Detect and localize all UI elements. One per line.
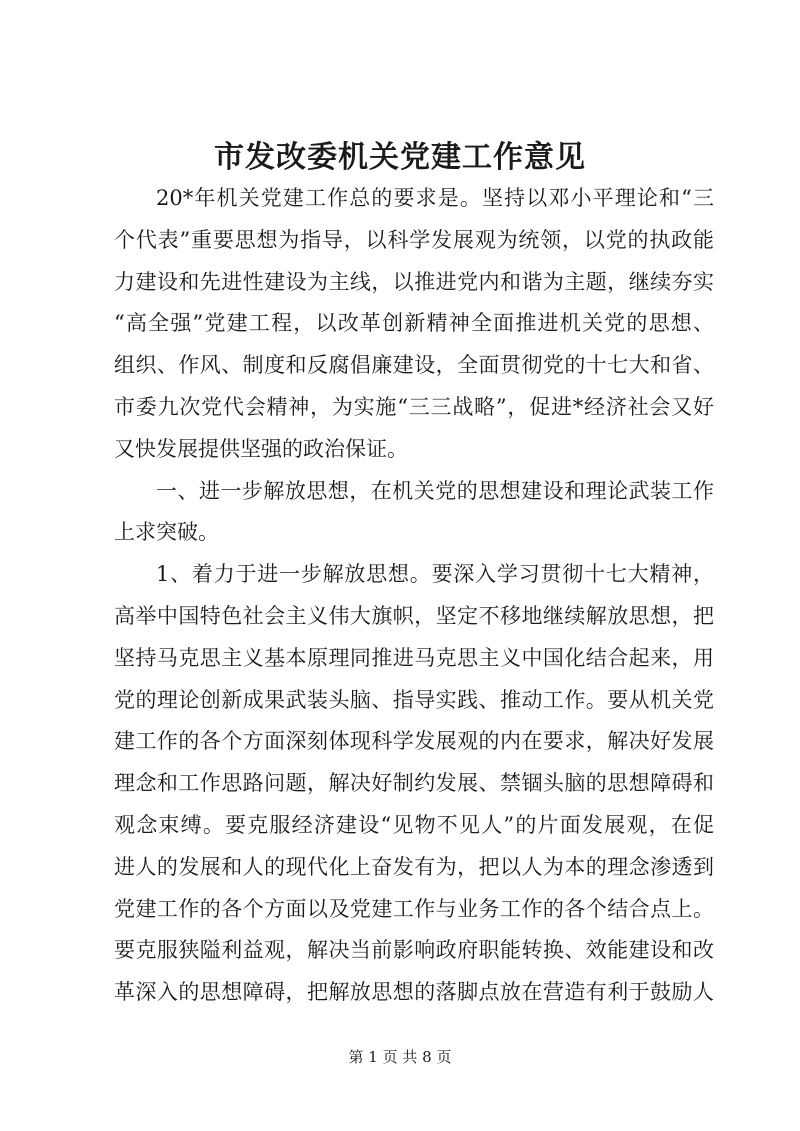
body-line: 一、进一步解放思想，在机关党的思想建设和理论武装工作 — [156, 478, 714, 503]
body-line: 高举中国特色社会主义伟大旗帜，坚定不移地继续解放思想，把 — [114, 603, 714, 628]
body-line: 理念和工作思路问题，解决好制约发展、禁锢头脑的思想障碍和 — [114, 771, 714, 796]
body-line: 革深入的思想障碍，把解放思想的落脚点放在营造有利于鼓励人 — [114, 980, 714, 1005]
body-line: 观念束缚。要克服经济建设“见物不见人”的片面发展观，在促 — [114, 812, 714, 837]
body-line: 市委九次党代会精神，为实施“三三战略”，促进*经济社会又好 — [114, 394, 714, 419]
body-line: 组织、作风、制度和反腐倡廉建设，全面贯彻党的十七大和省、 — [114, 353, 714, 378]
page-footer — [0, 1047, 800, 1067]
document-title: 市发改委机关党建工作意见 — [214, 140, 586, 175]
body-line: 力建设和先进性建设为主线，以推进党内和谐为主题，继续夯实 — [114, 269, 714, 294]
body-line: 上求突破。 — [114, 520, 219, 545]
body-line: 1、着力于进一步解放思想。要深入学习贯彻十七大精神， — [156, 562, 714, 587]
page-number: 第 1 页 共 8 页 — [348, 1048, 452, 1066]
body-line: “高全强”党建工程，以改革创新精神全面推进机关党的思想、 — [114, 311, 714, 336]
body-line: 20*年机关党建工作总的要求是。坚持以邓小平理论和“三 — [156, 186, 714, 210]
body-line: 个代表”重要思想为指导，以科学发展观为统领，以党的执政能 — [114, 227, 714, 252]
body-line: 建工作的各个方面深刻体现科学发展观的内在要求，解决好发展 — [114, 729, 714, 754]
body-line: 又快发展提供坚强的政治保证。 — [114, 436, 408, 461]
body-line: 进人的发展和人的现代化上奋发有为，把以人为本的理念渗透到 — [114, 854, 714, 879]
body-line: 要克服狭隘利益观，解决当前影响政府职能转换、效能建设和改 — [114, 938, 714, 963]
body-line: 坚持马克思主义基本原理同推进马克思主义中国化结合起来，用 — [114, 645, 714, 670]
body-line: 党的理论创新成果武装头脑、指导实践、推动工作。要从机关党 — [114, 687, 714, 712]
document-body — [114, 178, 714, 1014]
body-line: 党建工作的各个方面以及党建工作与业务工作的各个结合点上。 — [114, 896, 714, 921]
